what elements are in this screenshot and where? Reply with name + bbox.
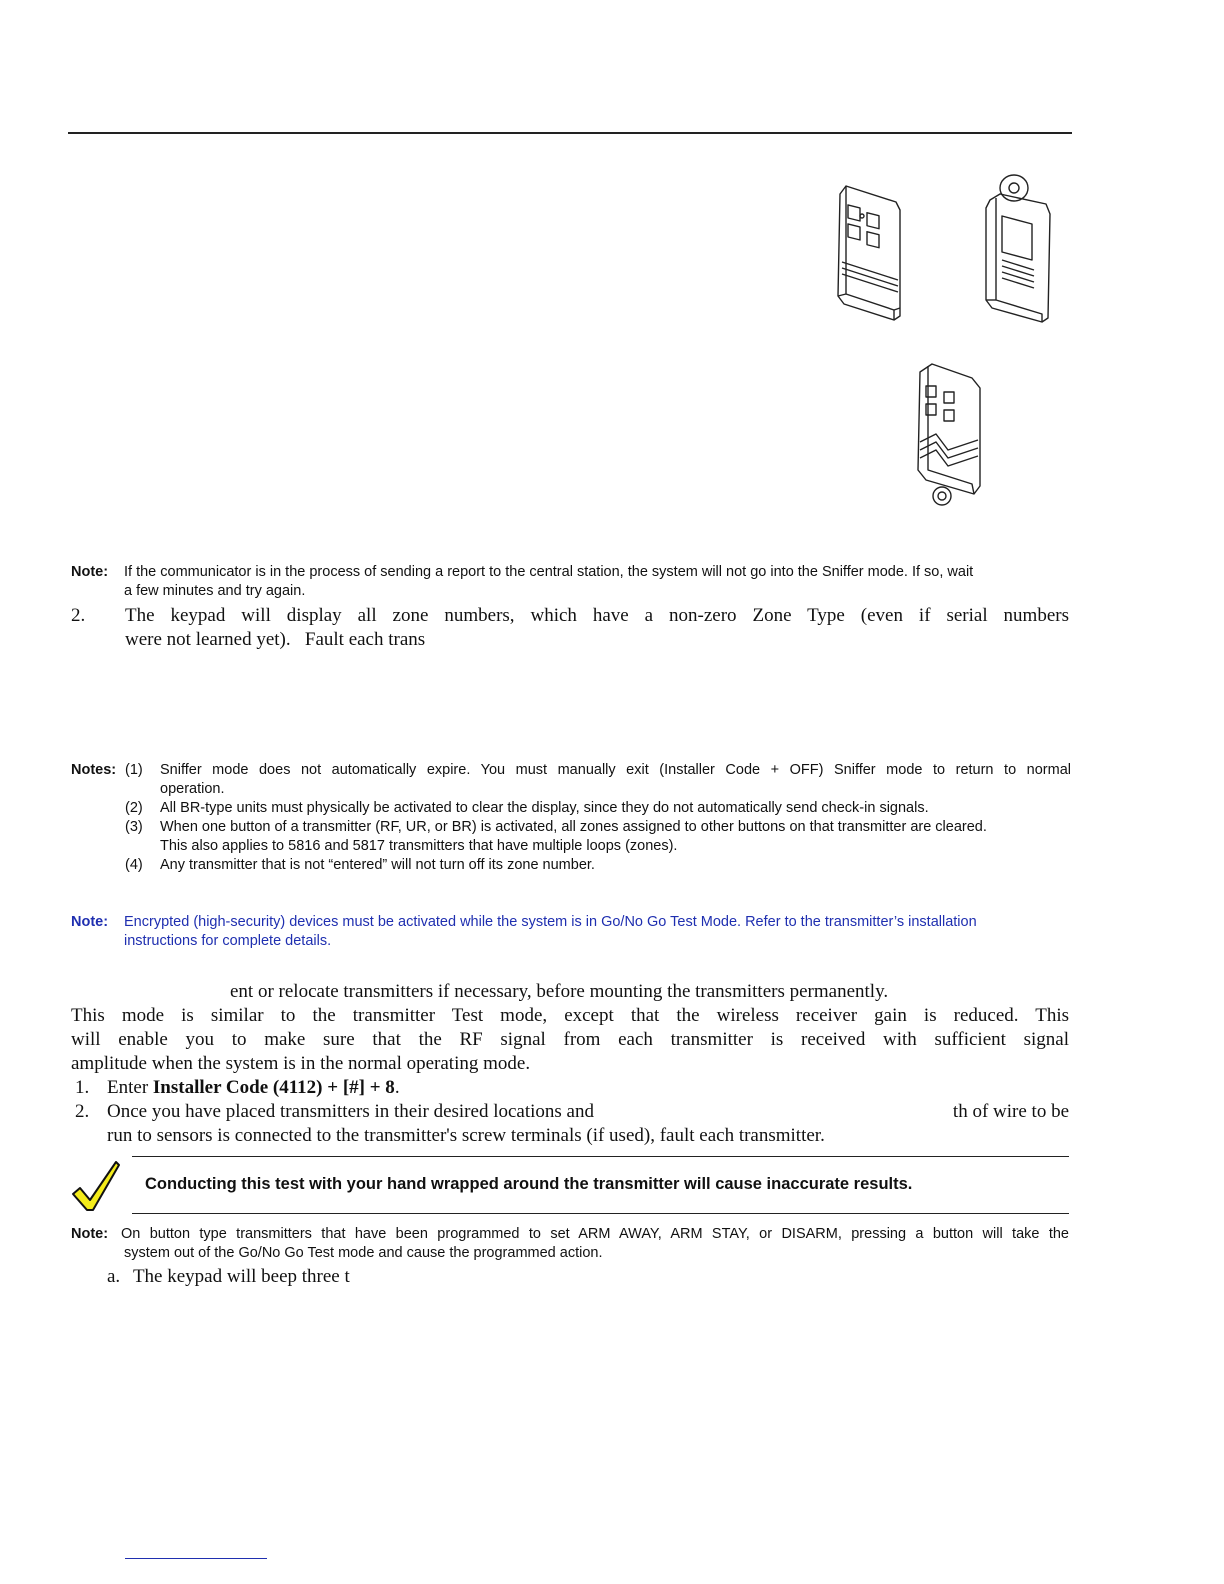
notes-item xyxy=(125,856,1071,875)
notes-item xyxy=(125,761,1071,799)
note-label: Note: xyxy=(71,564,109,580)
gonogo-steps xyxy=(71,1076,1069,1148)
four-button-transmitter-icon xyxy=(838,186,900,320)
step-2-text-line-2: run to sensors is connected to the transmitter's screw terminals (if used), fault each transmitter. xyxy=(107,1125,825,1146)
warning-top-rule xyxy=(132,1156,1069,1157)
notes-item-number: (4) xyxy=(125,857,143,873)
notes-item-number: (3) xyxy=(125,819,143,835)
notes-item-line-1: Any transmitter that is not “entered” will not turn off its zone number. xyxy=(160,857,595,873)
gonogo-paragraph xyxy=(71,980,1069,1076)
note-text-line-1: If the communicator is in the process of sending a report to the central station, the system will not go into the Sniffer mode. If so, wait xyxy=(124,564,974,580)
note-text-line-1: On button type transmitters that have been programmed to set ARM AWAY, ARM STAY, or DISARM, pressing a button will take the xyxy=(121,1226,1069,1242)
notes-label: Notes: xyxy=(71,762,117,778)
step-number: 1. xyxy=(75,1077,90,1098)
notes-item-line-1: Sniffer mode does not automatically expire. You must manually exit (Installer Code + OFF) Sniffer mode to return to normal xyxy=(160,762,1071,778)
substep-text: The keypad will beep three t xyxy=(132,1266,350,1287)
pendant-transmitter-icon xyxy=(986,175,1050,322)
notes-item-line-1: When one button of a transmitter (RF, UR, or BR) is activated, all zones assigned to other buttons on that transmitter are cleared. xyxy=(160,819,987,835)
checkmark-icon xyxy=(68,1158,124,1214)
notes-item-line-1: All BR-type units must physically be activated to clear the display, since they do not automatically send check-in signals. xyxy=(160,800,929,816)
notes-list xyxy=(71,761,1071,875)
notes-item-number: (1) xyxy=(125,762,143,778)
step-text-line-2: were not learned yet). Fault each trans xyxy=(125,629,426,650)
notes-item-line-2: operation. xyxy=(160,781,225,797)
note-text-line-2: system out of the Go/No Go Test mode and cause the programmed action. xyxy=(124,1245,603,1261)
paragraph-line-1: ent or relocate transmitters if necessary, before mounting the transmitters permanently. xyxy=(230,981,889,1002)
notes-item-number: (2) xyxy=(125,800,143,816)
footnote-rule xyxy=(125,1558,267,1559)
notes-item xyxy=(125,818,1071,856)
warning-bottom-rule xyxy=(132,1213,1069,1214)
warning-text: Conducting this test with your hand wrapped around the transmitter will cause inaccurate results. xyxy=(145,1175,913,1193)
paragraph-line-3: will enable you to make sure that the RF signal from each transmitter is received with sufficient signal xyxy=(71,1029,1069,1050)
step-2-text-part-2: th of wire to be xyxy=(952,1101,1069,1122)
note-text-line-1: Encrypted (high-security) devices must be activated while the system is in Go/No Go Test Mode. Refer to the transmitter’s installation xyxy=(124,914,977,930)
step-2 xyxy=(71,1100,1069,1148)
paragraph-line-4: amplitude when the system is in the normal operating mode. xyxy=(71,1053,531,1074)
note-text-line-2: a few minutes and try again. xyxy=(124,583,306,599)
step-1 xyxy=(71,1076,1069,1100)
step-1-suffix: . xyxy=(394,1077,400,1098)
note-label: Note: xyxy=(71,1226,109,1242)
notes-item xyxy=(125,799,1071,818)
step-1-prefix: Enter xyxy=(107,1077,153,1098)
keyfob-transmitter-icon xyxy=(918,364,980,505)
note-button-transmitters xyxy=(71,1225,1069,1263)
step-number: 2. xyxy=(75,1101,90,1122)
step-number: 2. xyxy=(71,605,86,626)
step-1-command: Installer Code (4112) + [#] + 8 xyxy=(152,1077,395,1098)
note-label: Note: xyxy=(71,914,109,930)
substep-label: a. xyxy=(107,1266,121,1287)
note-encrypted-devices xyxy=(71,913,1071,951)
header-rule xyxy=(68,132,1072,134)
step-text-line-1: The keypad will display all zone numbers, which have a non-zero Zone Type (even if serial numbers xyxy=(125,605,1069,626)
note-text-line-2: instructions for complete details. xyxy=(124,933,332,949)
notes-item-line-2: This also applies to 5816 and 5817 transmitters that have multiple loops (zones). xyxy=(160,838,678,854)
substep-a xyxy=(107,1265,350,1289)
step-2-block xyxy=(71,604,1069,652)
step-2-text-part-1: Once you have placed transmitters in their desired locations and xyxy=(107,1101,594,1122)
transmitter-illustrations xyxy=(820,170,1070,515)
paragraph-line-2: This mode is similar to the transmitter Test mode, except that the wireless receiver gain is reduced. This xyxy=(71,1005,1069,1026)
note-sniffer-communicator xyxy=(71,563,1071,601)
